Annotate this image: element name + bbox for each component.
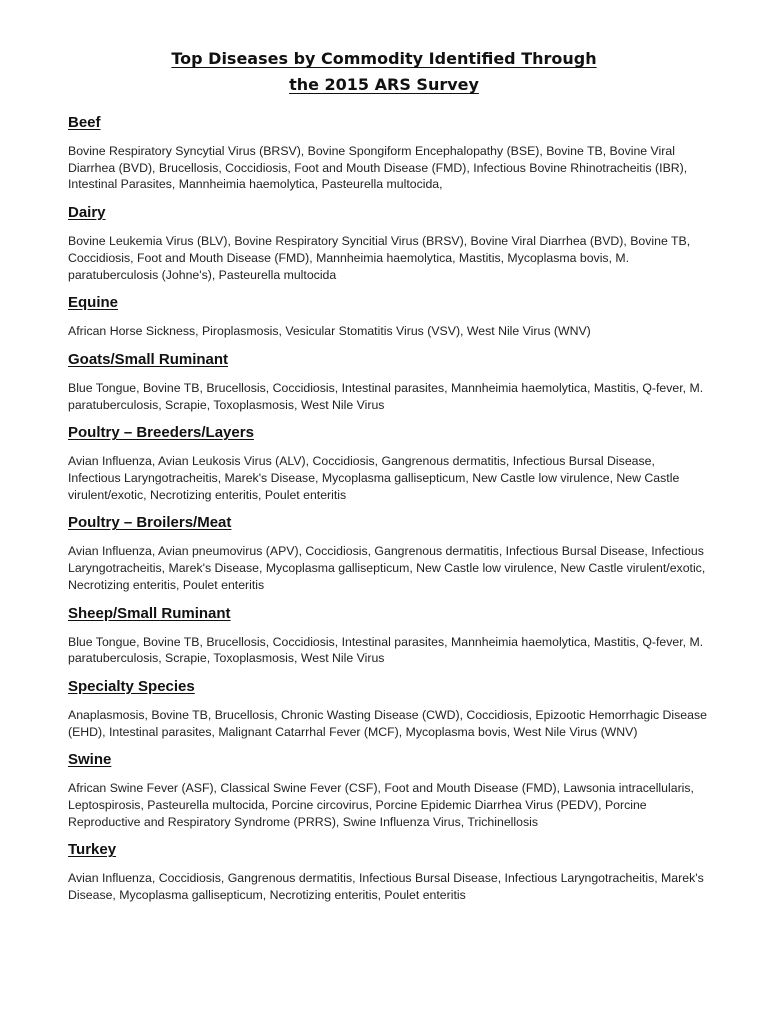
section-poultry-broilers-meat (68, 513, 708, 593)
section-beef (68, 113, 708, 193)
document-body (68, 113, 708, 914)
page-title-line-1: Top Diseases by Commodity Identified Through (171, 49, 597, 68)
page-title (0, 46, 768, 98)
section-heading: Poultry – Broilers/Meat (68, 514, 232, 532)
section-specialty-species (68, 677, 708, 740)
section-text: Avian Influenza, Coccidiosis, Gangrenous dermatitis, Infectious Bursal Disease, Infectious Laryngotracheitis, Marek's Disease, Mycoplasma gallisepticum, Necrotizing enteritis, Poulet enteritis (68, 871, 704, 903)
section-heading: Turkey (68, 841, 117, 859)
section-text: Blue Tongue, Bovine TB, Brucellosis, Coccidiosis, Intestinal parasites, Mannheimia haemolytica, Mastitis, Q-fever, M. paratuberculosis, Scrapie, Toxoplasmosis, West Nile Virus (68, 380, 704, 412)
section-heading: Beef (68, 114, 101, 131)
section-text: Bovine Leukemia Virus (BLV), Bovine Respiratory Syncitial Virus (BRSV), Bovine Viral Diarrhea (BVD), Bovine TB, Coccidiosis, Foot and Mouth Disease (FMD), Mannheimia haemolytica, Mastitis, Mycoplasma bovis, M. paratuberculosis (Johne's), Pasteurella multocida (68, 234, 691, 282)
section-text: African Horse Sickness, Piroplasmosis, Vesicular Stomatitis Virus (VSV), West Nile Virus (WNV) (68, 324, 591, 339)
section-text: Blue Tongue, Bovine TB, Brucellosis, Coccidiosis, Intestinal parasites, Mannheimia haemolytica, Mastitis, Q-fever, M. paratuberculosis, Scrapie, Toxoplasmosis, West Nile Virus (68, 634, 704, 666)
section-heading: Poultry – Breeders/Layers (68, 424, 254, 442)
page-title-line-2: the 2015 ARS Survey (289, 75, 479, 94)
section-text: Avian Influenza, Avian Leukosis Virus (ALV), Coccidiosis, Gangrenous dermatitis, Infectious Bursal Disease, Infectious Laryngotracheitis, Marek's Disease, Mycoplasma gallisepticum, New Castle low virulence, New Castle virulent/exotic, Necrotizing enteritis, Poulet enteritis (68, 454, 680, 502)
section-text: African Swine Fever (ASF), Classical Swine Fever (CSF), Foot and Mouth Disease (FMD), Lawsonia intracellularis, Leptospirosis, Pasteurella multocida, Porcine circovirus, Porcine Epidemic Diarrhea Virus (PEDV), Porcine Reproductive and Respiratory Syndrome (PRRS), Swine Influenza Virus, Trichinellosis (68, 781, 694, 829)
section-goats-small-ruminant (68, 350, 708, 413)
section-heading: Swine (68, 751, 112, 769)
section-dairy (68, 203, 708, 283)
section-sheep-small-ruminant (68, 604, 708, 667)
section-text: Avian Influenza, Avian pneumovirus (APV), Coccidiosis, Gangrenous dermatitis, Infectious Bursal Disease, Infectious Laryngotracheitis, Marek's Disease, Mycoplasma gallisepticum, New Castle low virulence, New Castle virulent/exotic, Necrotizing enteritis, Poulet enteritis (68, 544, 706, 592)
section-heading: Dairy (68, 204, 106, 222)
section-turkey (68, 840, 708, 903)
section-heading: Goats/Small Ruminant (68, 350, 229, 368)
section-swine (68, 750, 708, 830)
section-heading: Sheep/Small Ruminant (68, 604, 231, 622)
section-text: Anaplasmosis, Bovine TB, Brucellosis, Chronic Wasting Disease (CWD), Coccidiosis, Epizootic Hemorrhagic Disease (EHD), Intestinal parasites, Malignant Catarrhal Fever (MCF), Mycoplasma bovis, West Nile Virus (WNV) (68, 707, 707, 739)
section-text: Bovine Respiratory Syncytial Virus (BRSV), Bovine Spongiform Encephalopathy (BSE), Bovine TB, Bovine Viral Diarrhea (BVD), Brucellosis, Coccidiosis, Foot and Mouth Disease (FMD), Infectious Bovine Rhinotracheitis (IBR), Intestinal Parasites, Mannheimia haemolytica, Pasteurella multocida, (68, 144, 688, 192)
section-heading: Equine (68, 294, 119, 312)
section-poultry-breeders-layers (68, 423, 708, 503)
section-equine (68, 293, 708, 340)
section-heading: Specialty Species (68, 677, 195, 695)
